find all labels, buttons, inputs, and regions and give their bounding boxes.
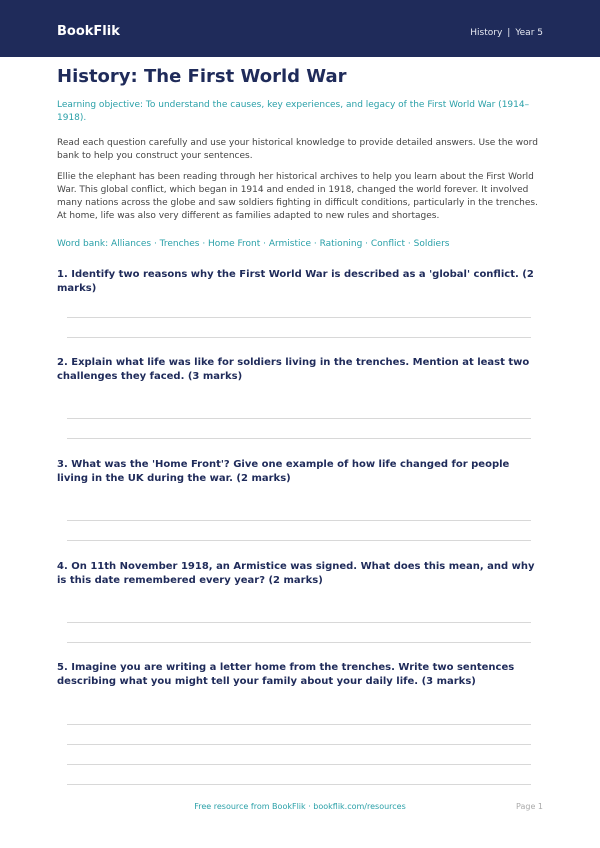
question-4: 4. On 11th November 1918, an Armistice was signed. What does this mean, and why is this date remembered every year? (2 marks): [57, 561, 535, 586]
page-number: Page 1: [516, 802, 543, 811]
brand-logo: BookFlik: [57, 24, 120, 39]
answer-line[interactable]: [67, 520, 531, 521]
learning-objective: Learning objective: To understand the causes, key experiences, and legacy of the First World War (1914–1918).: [57, 100, 530, 123]
question-3: 3. What was the 'Home Front'? Give one example of how life changed for people living in the UK during the war. (2 marks): [57, 459, 510, 484]
answer-line[interactable]: [67, 438, 531, 439]
year-label: Year 5: [515, 28, 543, 38]
page-title: History: The First World War: [57, 66, 347, 87]
answer-line[interactable]: [67, 764, 531, 765]
question-5: 5. Imagine you are writing a letter home from the trenches. Write two sentences describing what you might tell your family about your daily life. (3 marks): [57, 662, 515, 687]
answer-line[interactable]: [67, 418, 531, 419]
instructions-text: Read each question carefully and use your historical knowledge to provide detailed answers. Use the word bank to help you construct your sentences.: [57, 138, 538, 161]
answer-line[interactable]: [67, 744, 531, 745]
subject-year-label: [470, 27, 543, 39]
subject-label: History: [470, 28, 503, 38]
question-2: 2. Explain what life was like for soldiers living in the trenches. Mention at least two challenges they faced. (3 marks): [57, 357, 530, 382]
intro-text: Ellie the elephant has been reading through her historical archives to help you learn about the First World War. This global conflict, which began in 1914 and ended in 1918, changed the world forever. It involved many nations across the globe and saw soldiers fighting in difficult conditions, particularly in the trenches. At home, life was also very different as families adapted to new rules and shortages.: [57, 172, 538, 221]
meta-separator: |: [507, 28, 511, 38]
answer-line[interactable]: [67, 642, 531, 643]
answer-line[interactable]: [67, 317, 531, 318]
answer-line[interactable]: [67, 622, 531, 623]
answer-line[interactable]: [67, 724, 531, 725]
question-1: 1. Identify two reasons why the First World War is described as a 'global' conflict. (2 marks): [57, 269, 534, 294]
answer-line[interactable]: [67, 540, 531, 541]
answer-line[interactable]: [67, 337, 531, 338]
word-bank: Word bank: Alliances · Trenches · Home Front · Armistice · Rationing · Conflict · Soldiers: [57, 239, 450, 249]
answer-line[interactable]: [67, 784, 531, 785]
header-bar: [0, 0, 600, 57]
footer-text: Free resource from BookFlik · bookflik.com/resources: [194, 802, 406, 811]
